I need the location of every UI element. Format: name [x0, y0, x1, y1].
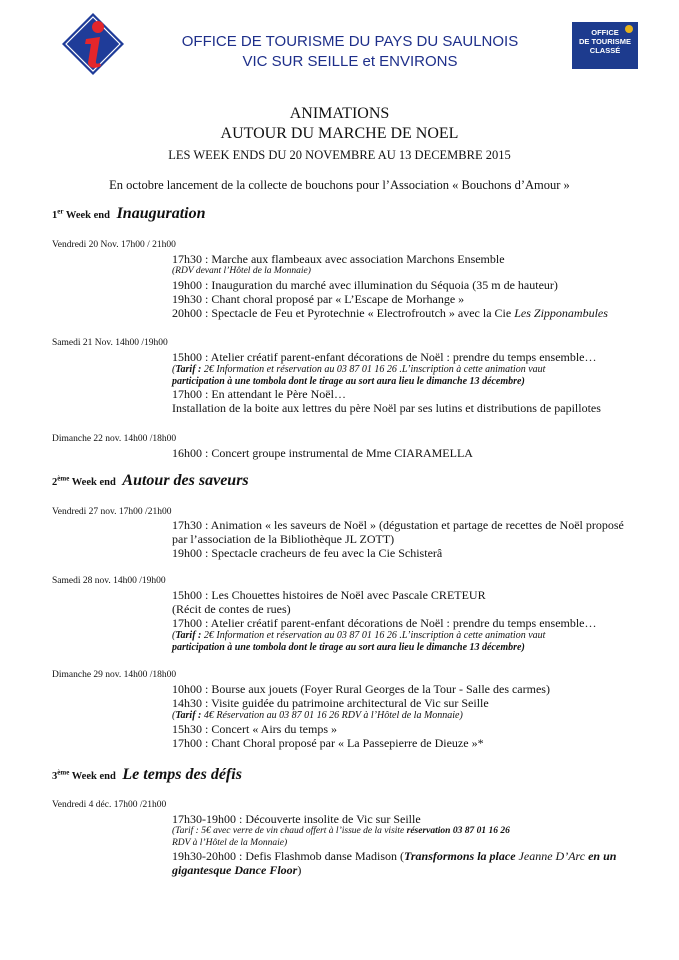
- office-name-line-1: OFFICE DE TOURISME DU PAYS DU SAULNOIS: [181, 33, 519, 50]
- weekend-label: Week end: [71, 477, 116, 488]
- weekend-title: Autour des saveurs: [122, 472, 249, 489]
- event-block: [172, 252, 608, 320]
- event-line: 17h00 : Chant Choral proposé par « La Passepierre de Dieuze »*: [172, 735, 484, 750]
- note-text: (Tarif : 5€ avec verre de vin chaud offert à l’issue de la visite: [172, 826, 407, 836]
- weekend-number: 2: [52, 477, 58, 488]
- weekend-label: Week end: [71, 771, 116, 782]
- event-text: ): [297, 863, 302, 877]
- star-icon: [625, 25, 633, 33]
- note-text: 4€ Réservation au 03 87 01 16 26 RDV à l’Hôtel de la Monnaie): [203, 710, 463, 721]
- event-line: 19h30 : Chant choral proposé par « L’Escape de Morhange »: [172, 291, 465, 306]
- weekend-title: Le temps des défis: [122, 766, 242, 783]
- title-marche: AUTOUR DU MARCHE DE NOEL: [220, 125, 459, 142]
- event-text: 19h30-20h00 : Defis Flashmob danse Madison (: [172, 849, 404, 863]
- event-note: (RDV devant l’Hôtel de la Monnaie): [172, 266, 311, 276]
- weekend-title: Inauguration: [116, 205, 206, 222]
- event-line: 16h00 : Concert groupe instrumental de Mme CIARAMELLA: [172, 446, 473, 460]
- paren: (: [172, 364, 176, 375]
- event-line: 17h30 : Animation « les saveurs de Noël » (dégustation et partage de recettes de Noël proposé: [172, 518, 624, 532]
- event-line: 14h30 : Visite guidée du patrimoine architectural de Vic sur Seille: [172, 696, 489, 710]
- weekend-ordinal: ème: [57, 768, 70, 777]
- event-note: [172, 630, 597, 642]
- weekend-label: Week end: [65, 210, 110, 221]
- weekend-ordinal: er: [57, 207, 64, 216]
- event-italic: en un: [588, 849, 617, 863]
- weekend-3-heading: [52, 766, 242, 784]
- event-note: [172, 364, 601, 376]
- event-block: [172, 588, 597, 653]
- event-line: 17h00 : Atelier créatif parent-enfant décorations de Noël : prendre du temps ensemble…: [172, 616, 597, 630]
- badge-line-1: OFFICE: [591, 28, 619, 37]
- event-line: 19h00 : Spectacle cracheurs de feu avec la Cie Schisterâ: [172, 546, 443, 560]
- event-line: (Récit de contes de rues): [172, 602, 291, 616]
- tarif-label: Tarif :: [175, 364, 204, 375]
- event-block: [172, 446, 473, 460]
- note-text: 2€ Information et réservation au 03 87 01 16 26 .L’inscription à cette animation vaut: [203, 364, 546, 375]
- event-line: 15h30 : Concert « Airs du temps »: [172, 721, 337, 736]
- event-italic: Jeanne D’Arc: [518, 849, 589, 863]
- badge-line-2: DE TOURISME: [579, 37, 631, 46]
- event-note: [172, 826, 616, 838]
- day-date: Samedi 28 nov. 14h00 /19h00: [52, 576, 166, 586]
- event-line: 15h00 : Atelier créatif parent-enfant décorations de Noël : prendre du temps ensemble…: [172, 350, 597, 364]
- note-text: 2€ Information et réservation au 03 87 01 16 26 .L’inscription à cette animation vaut: [203, 630, 546, 641]
- title-dates: LES WEEK ENDS DU 20 NOVEMBRE AU 13 DECEMBRE 2015: [168, 148, 511, 162]
- weekend-2-heading: [52, 472, 249, 490]
- event-line: 17h30-19h00 : Découverte insolite de Vic sur Seille: [172, 812, 421, 826]
- event-block: [172, 682, 550, 750]
- weekend-number: 1: [52, 210, 58, 221]
- event-line: 19h00 : Inauguration du marché avec illumination du Séquoia (35 m de hauteur): [172, 277, 558, 292]
- day-date: Dimanche 22 nov. 14h00 /18h00: [52, 434, 177, 444]
- day-date: Dimanche 29 nov. 14h00 /18h00: [52, 670, 177, 680]
- event-block: [172, 350, 601, 415]
- day-date: Vendredi 20 Nov. 17h00 / 21h00: [52, 240, 176, 250]
- company-name: Les Zipponambules: [514, 305, 608, 320]
- event-note: participation à une tombola dont le tirage au sort aura lieu le dimanche 13 décembre): [172, 375, 525, 387]
- weekend-ordinal: ème: [57, 474, 70, 483]
- event-line: [172, 306, 608, 320]
- paren: (: [172, 710, 176, 721]
- title-animations: ANIMATIONS: [289, 105, 390, 122]
- event-line: Installation de la boite aux lettres du père Noël par ses lutins et distributions de papillotes: [172, 401, 601, 415]
- day-date: Vendredi 4 déc. 17h00 /21h00: [52, 800, 167, 810]
- event-line: 17h00 : En attendant le Père Noël…: [172, 387, 346, 401]
- event-line: 10h00 : Bourse aux jouets (Foyer Rural Georges de la Tour - Salle des carmes): [172, 682, 550, 696]
- day-date: Vendredi 27 nov. 17h00 /21h00: [52, 507, 172, 517]
- paren: (: [172, 630, 176, 641]
- event-line: [172, 849, 616, 863]
- event-note: RDV à l’Hôtel de la Monnaie): [172, 837, 288, 848]
- weekend-number: 3: [52, 771, 58, 782]
- tarif-label: Tarif :: [175, 630, 204, 641]
- event-line: par l’association de la Bibliothèque JL ZOTT): [172, 532, 395, 546]
- office-name-line-2: VIC SUR SEILLE et ENVIRONS: [242, 53, 458, 70]
- intro-bouchons: En octobre lancement de la collecte de bouchons pour l’Association « Bouchons d’Amour »: [109, 178, 570, 192]
- tourism-info-logo: [60, 11, 126, 77]
- event-line: 15h00 : Les Chouettes histoires de Noël avec Pascale CRETEUR: [172, 588, 486, 602]
- event-italic: gigantesque Dance Floor: [172, 863, 298, 877]
- tarif-label: Tarif :: [175, 710, 204, 721]
- event-note: [172, 710, 550, 722]
- weekend-1-heading: [52, 205, 206, 223]
- event-block: [172, 518, 624, 560]
- office-tourisme-classe-badge: [572, 22, 638, 69]
- event-line: [172, 863, 616, 877]
- badge-line-3: CLASSÉ: [589, 46, 621, 55]
- reservation-phone: réservation 03 87 01 16 26: [406, 826, 510, 836]
- event-line: 17h30 : Marche aux flambeaux avec association Marchons Ensemble: [172, 252, 505, 266]
- event-block: [172, 812, 616, 877]
- event-note: participation à une tombola dont le tirage au sort aura lieu le dimanche 13 décembre): [172, 641, 525, 653]
- event-italic: Transformons la place: [403, 849, 519, 863]
- day-date: Samedi 21 Nov. 14h00 /19h00: [52, 338, 168, 348]
- event-text: 20h00 : Spectacle de Feu et Pyrotechnie « Electrofroutch » avec la Cie: [172, 305, 515, 320]
